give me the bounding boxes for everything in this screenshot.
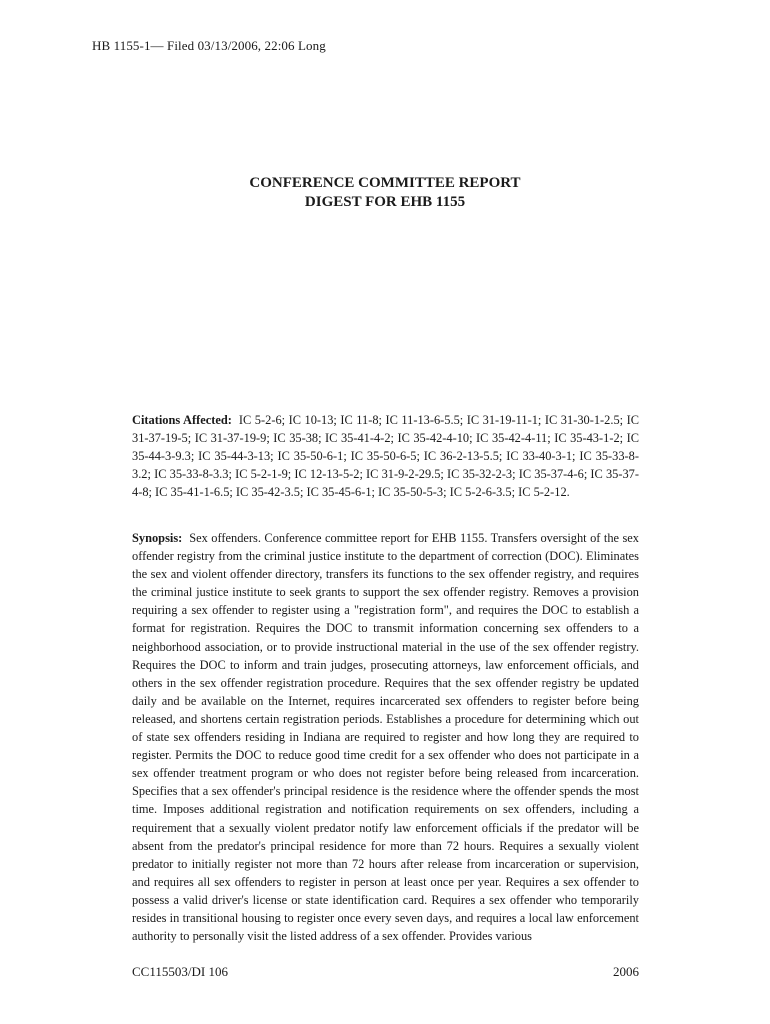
synopsis-paragraph <box>132 529 639 945</box>
synopsis-text: Sex offenders. Conference committee report for EHB 1155. Transfers oversight of the sex offender registry from the criminal justice institute to the department of correction (DOC). Eliminates the sex and violent offender directory, transfers its functions to the sex offender registry, and requires the criminal justice institute to seek grants to support the sex offender registry. Removes a provision requiring a sex offender to register using a "registration form", and requires the DOC to establish a format for registration. Requires the DOC to transmit information concerning sex offenders to a neighborhood association, or to provide instructional material in the use of the sex offender registry. Requires the DOC to inform and train judges, prosecuting attorneys, law enforcement officials, and others in the sex offender registration procedure. Requires that the sex offender registry be updated daily and be available on the Internet, requires incarcerated sex offenders to register before being released, and shortens certain registration periods. Establishes a procedure for determining which out of state sex offenders residing in Indiana are required to register and how long they are required to register. Permits the DOC to reduce good time credit for a sex offender who does not participate in a sex offender treatment program or who does not register before being released from incarceration. Specifies that a sex offender's principal residence is the residence where the offender spends the most time. Imposes additional registration and notification requirements on sex offenders, including a requirement that a sexually violent predator notify law enforcement officials if the predator will be absent from the predator's principal residence for more than 72 hours. Requires a sexually violent predator to initially register not more than 72 hours after release from incarceration or supervision, and requires all sex offenders to register in person at least once per year. Requires a sex offender to possess a valid driver's license or state identification card. Requires a sex offender who temporarily resides in transitional housing to register once every seven days, and requires a local law enforcement authority to personally visit the listed address of a sex offender. Provides various <box>132 531 639 944</box>
report-title <box>0 174 770 212</box>
citations-label: Citations Affected: <box>132 413 232 427</box>
synopsis-label: Synopsis: <box>132 531 183 545</box>
citations-text: IC 5-2-6; IC 10-13; IC 11-8; IC 11-13-6-5.5; IC 31-19-11-1; IC 31-30-1-2.5; IC 31-37-19-5; IC 31-37-19-9; IC 35-38; IC 35-41-4-2; IC 35-42-4-10; IC 35-42-4-11; IC 35-43-1-2; IC 35-44-3-9.3; IC 35-44-3-13; IC 35-50-6-1; IC 35-50-6-5; IC 36-2-13-5.5; IC 33-40-3-1; IC 35-33-8-3.2; IC 35-33-8-3.3; IC 5-2-1-9; IC 12-13-5-2; IC 31-9-2-29.5; IC 35-32-2-3; IC 35-37-4-6; IC 35-37-4-8; IC 35-41-1-6.5; IC 35-42-3.5; IC 35-45-6-1; IC 35-50-5-3; IC 5-2-6-3.5; IC 5-2-12. <box>132 413 639 500</box>
citations-paragraph <box>132 411 639 501</box>
footer-doc-code: CC115503/DI 106 <box>132 964 228 979</box>
title-line-1: CONFERENCE COMMITTEE REPORT <box>249 175 521 191</box>
title-line-2: DIGEST FOR EHB 1155 <box>304 194 466 210</box>
running-header: HB 1155-1— Filed 03/13/2006, 22:06 Long <box>92 38 326 53</box>
footer-year: 2006 <box>613 964 639 979</box>
